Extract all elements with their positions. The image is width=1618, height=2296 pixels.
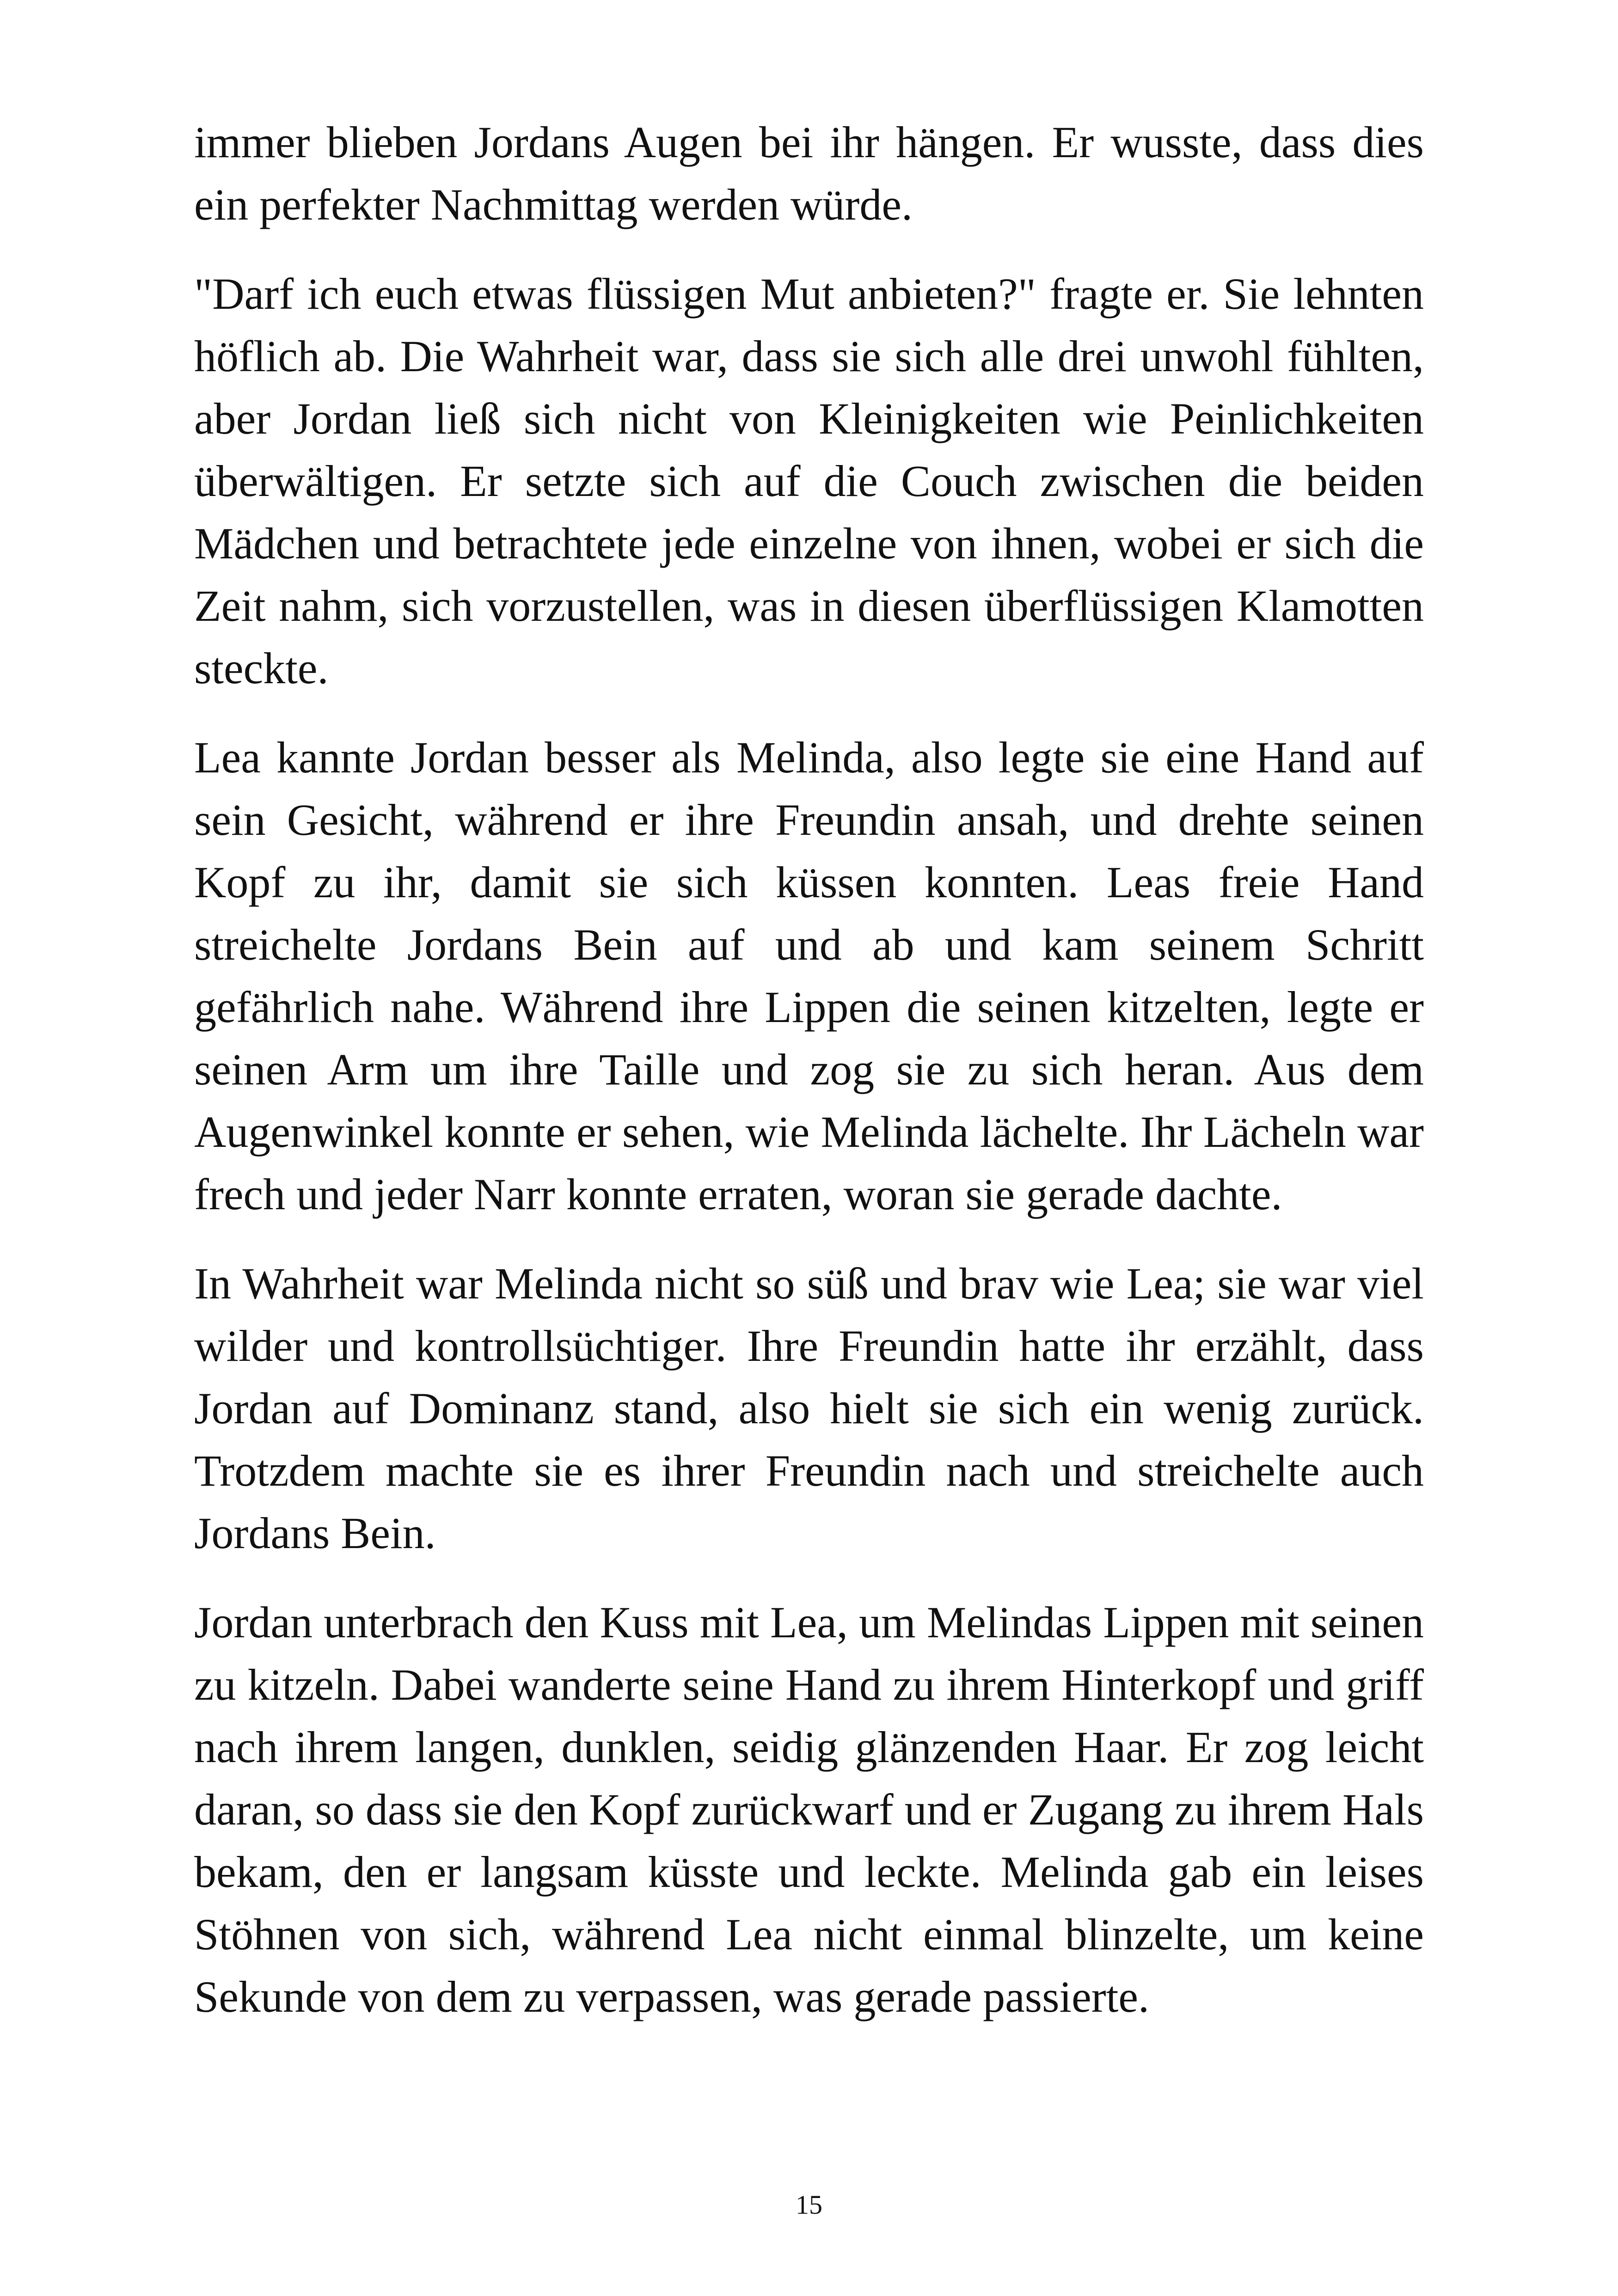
paragraph-5: Jordan unterbrach den Kuss mit Lea, um Melindas Lippen mit seinen zu kitzeln. Dabei wanderte seine Hand zu ihrem Hinterkopf und griff nach ihrem langen, dunklen, seidig glänzenden Haar. Er zog leicht daran, so dass sie den Kopf zurückwarf und er Zugang zu ihrem Hals bekam, den er langsam küsste und leckte. Melinda gab ein leises Stöhnen von sich, während Lea nicht einmal blinzelte, um keine Sekunde von dem zu verpassen, was gerade passierte.: [194, 1598, 1424, 2021]
paragraph-4: In Wahrheit war Melinda nicht so süß und brav wie Lea; sie war viel wilder und kontrollsüchtiger. Ihre Freundin hatte ihr erzählt, dass Jordan auf Dominanz stand, also hielt sie sich ein wenig zurück. Trotzdem machte sie es ihrer Freundin nach und streichelte auch Jordans Bein.: [194, 1259, 1424, 1558]
page-body: [194, 111, 1424, 2028]
page-number: 15: [796, 2190, 822, 2220]
paragraph-2: "Darf ich euch etwas flüssigen Mut anbieten?" fragte er. Sie lehnten höflich ab. Die Wahrheit war, dass sie sich alle drei unwohl fühlten, aber Jordan ließ sich nicht von Kleinigkeiten wie Peinlichkeiten überwältigen. Er setzte sich auf die Couch zwischen die beiden Mädchen und betrachtete jede einzelne von ihnen, wobei er sich die Zeit nahm, sich vorzustellen, was in diesen überflüssigen Klamotten steckte.: [194, 269, 1424, 693]
paragraph-3: Lea kannte Jordan besser als Melinda, also legte sie eine Hand auf sein Gesicht, während er ihre Freundin ansah, und drehte seinen Kopf zu ihr, damit sie sich küssen konnten. Leas freie Hand streichelte Jordans Bein auf und ab und kam seinem Schritt gefährlich nahe. Während ihre Lippen die seinen kitzelten, legte er seinen Arm um ihre Taille und zog sie zu sich heran. Aus dem Augenwinkel konnte er sehen, wie Melinda lächelte. Ihr Lächeln war frech und jeder Narr konnte erraten, woran sie gerade dachte.: [194, 733, 1424, 1219]
paragraph-1: immer blieben Jordans Augen bei ihr hängen. Er wusste, dass dies ein perfekter Nachmittag werden würde.: [194, 117, 1424, 229]
